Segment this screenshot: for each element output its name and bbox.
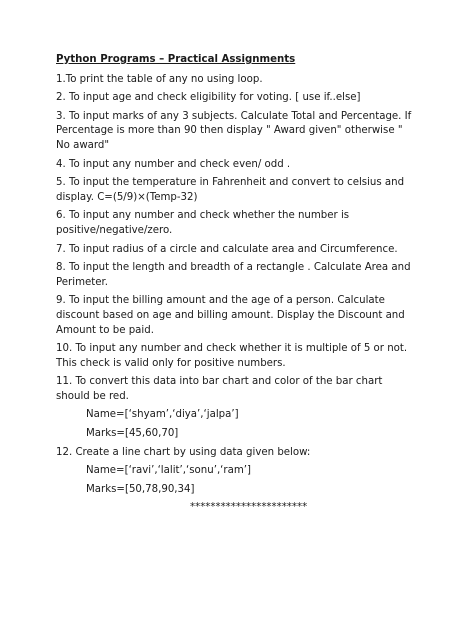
document-body (56, 53, 416, 516)
assignment-item-6: 6. To input any number and check whether the number is positive/negative/zero. (56, 210, 350, 236)
footer-stars: *********************** (190, 502, 308, 514)
assignment-item-2: 2. To input age and check eligibility for voting. [ use if..else] (56, 92, 361, 104)
assignment-item-5: 5. To input the temperature in Fahrenheit and convert to celsius and display. C=(5/9)×(Temp-32) (56, 177, 405, 203)
assignment-item-1: 1.To print the table of any no using loop. (56, 73, 263, 85)
assignment-item-7: 7. To input radius of a circle and calculate area and Circumference. (56, 243, 398, 255)
assignment-item-4: 4. To input any number and check even/ odd . (56, 158, 291, 170)
assignment-item-9: 9. To input the billing amount and the age of a person. Calculate discount based on age and billing amount. Display the Discount and Amount to be paid. (56, 295, 405, 336)
document-title: Python Programs – Practical Assignments (56, 54, 296, 65)
assignment-item-12: 12. Create a line chart by using data given below: (56, 446, 311, 458)
item-12-name-list: Name=[‘ravi’,‘lalit’,‘sonu’,‘ram’] (86, 465, 251, 477)
assignment-item-10: 10. To input any number and check whether it is multiple of 5 or not. This check is valid only for positive numbers. (56, 343, 408, 369)
item-11-marks-list: Marks=[45,60,70] (86, 428, 179, 440)
assignment-item-8: 8. To input the length and breadth of a rectangle . Calculate Area and Perimeter. (56, 262, 411, 288)
assignment-item-3: 3. To input marks of any 3 subjects. Calculate Total and Percentage. If Percentage is more than 90 then display " Award given" otherwise " No award" (56, 110, 412, 151)
item-12-marks-list: Marks=[50,78,90,34] (86, 483, 195, 495)
assignment-item-11: 11. To convert this data into bar chart and color of the bar chart should be red. (56, 376, 383, 402)
item-11-name-list: Name=[‘shyam’,‘diya’,‘jalpa’] (86, 409, 239, 421)
